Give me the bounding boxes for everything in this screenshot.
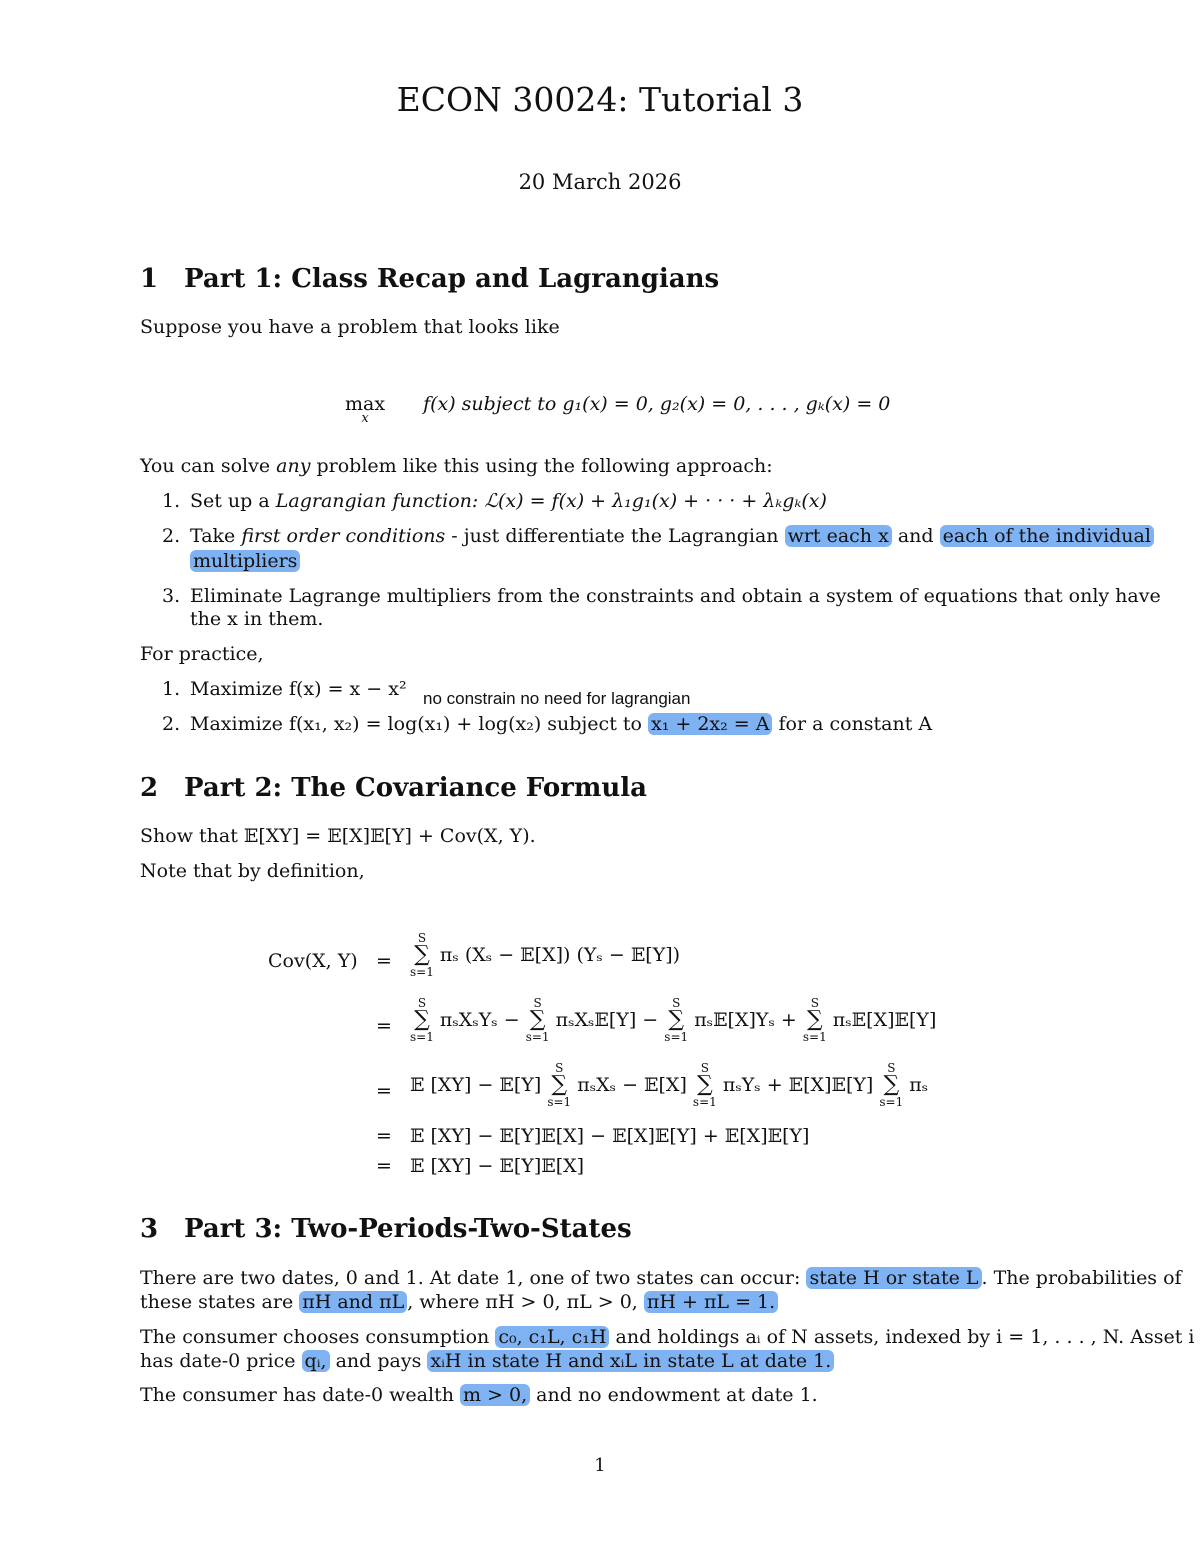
- summation: [410, 997, 434, 1043]
- eq-row-3: [410, 1062, 928, 1108]
- max-subscript: x: [361, 411, 369, 426]
- paragraph-practice: For practice,: [140, 643, 264, 665]
- eq2-term3: πₛ𝔼[X]Yₛ +: [694, 1009, 797, 1031]
- sum-sign: ∑: [414, 942, 430, 967]
- document-title: ECON 30024: Tutorial 3: [396, 80, 804, 119]
- text-span: , where πH > 0, πL > 0,: [407, 1291, 644, 1313]
- text-span: Set up a: [190, 490, 276, 512]
- problem-body: f(x) subject to g₁(x) = 0, g₂(x) = 0, . . . , gₖ(x) = 0: [423, 393, 891, 415]
- lagrangian-formula: ℒ(x) = f(x) + λ₁g₁(x) + · · · + λₖgₖ(x): [478, 490, 827, 512]
- paragraph-wealth: [140, 1384, 818, 1406]
- eq-rel: =: [376, 1080, 392, 1102]
- eq3-term1: πₛXₛ − 𝔼[X]: [577, 1074, 687, 1096]
- summation: [547, 1062, 571, 1108]
- summation: [879, 1062, 903, 1108]
- paragraph-states-line2: [140, 1291, 778, 1313]
- section-heading-part1: [140, 264, 719, 294]
- eq1-rhs: πₛ (Xₛ − 𝔼[X]) (Yₛ − 𝔼[Y]): [439, 944, 681, 966]
- sum-top: S: [887, 1061, 896, 1075]
- list-item-practice1: [162, 678, 407, 700]
- highlight-states: state H or state L: [806, 1267, 981, 1289]
- summation: [526, 997, 550, 1043]
- eq2-term1: πₛXₛYₛ −: [439, 1009, 520, 1031]
- text-span: and holdings aᵢ of N assets, indexed by i = 1, . . . , N. Asset i: [609, 1326, 1195, 1348]
- text-span: Eliminate Lagrange multipliers from the constraints and obtain a system of equations that only have: [190, 585, 1161, 607]
- optimization-problem: [345, 393, 890, 426]
- highlight-probability-sum: πH + πL = 1.: [644, 1291, 778, 1313]
- sum-bottom: s=1: [547, 1095, 572, 1109]
- text-span: The consumer chooses consumption: [140, 1326, 496, 1348]
- highlight-wealth: m > 0,: [460, 1384, 530, 1406]
- text-span: has date-0 price: [140, 1350, 302, 1372]
- paragraph-intro: Suppose you have a problem that looks like: [140, 316, 560, 338]
- sum-bottom: s=1: [802, 1030, 827, 1044]
- section-number: 3: [140, 1214, 159, 1244]
- emphasis-foc: first order conditions: [241, 525, 446, 547]
- sum-sign: ∑: [668, 1007, 685, 1032]
- highlight-multipliers: each of the individual: [940, 525, 1154, 547]
- eq-rel: =: [376, 1155, 392, 1177]
- sum-sign: ∑: [414, 1007, 430, 1032]
- page-number: 1: [594, 1455, 606, 1476]
- sum-bottom: s=1: [664, 1030, 689, 1044]
- highlight-probabilities: πH and πL: [299, 1291, 407, 1313]
- max-operator: max: [345, 393, 386, 415]
- list-number: 1.: [162, 678, 181, 700]
- section-title: Part 3: Two-Periods-Two-States: [184, 1214, 632, 1244]
- eq2-term2: πₛXₛ𝔼[Y] −: [555, 1009, 659, 1031]
- paragraph-states-line1: [140, 1267, 1182, 1289]
- section-heading-part2: [140, 773, 647, 803]
- eq-row-2: [410, 997, 936, 1043]
- eq-row-5: 𝔼 [XY] − 𝔼[Y]𝔼[X]: [410, 1155, 585, 1177]
- document-date: 20 March 2026: [518, 170, 682, 194]
- emphasis-lagrangian: Lagrangian function:: [275, 490, 479, 512]
- sum-top: S: [555, 1061, 564, 1075]
- text-span: these states are: [140, 1291, 300, 1313]
- practice1-text: Maximize f(x) = x − x²: [190, 678, 407, 700]
- summation: [664, 997, 688, 1043]
- handwritten-annotation: no constrain no need for lagrangian: [423, 689, 691, 708]
- paragraph-consumption-line1: [140, 1326, 1194, 1348]
- text-span: - just differentiate the Lagrangian: [445, 525, 785, 547]
- list-item-practice2: [162, 713, 932, 735]
- emphasis-any: any: [276, 455, 311, 477]
- text-span: and pays: [329, 1350, 428, 1372]
- sum-top: S: [417, 996, 427, 1010]
- eq3-term2: πₛYₛ + 𝔼[X]𝔼[Y]: [722, 1074, 874, 1096]
- list-item-step3-cont: the x in them.: [190, 608, 324, 630]
- list-item-step2: [162, 525, 1154, 547]
- sum-top: S: [417, 931, 427, 945]
- sum-bottom: s=1: [410, 1030, 434, 1044]
- paragraph-consumption-line2: [140, 1350, 834, 1372]
- text-span: for a constant A: [772, 713, 933, 735]
- sum-bottom: s=1: [410, 965, 434, 979]
- sum-sign: ∑: [696, 1072, 713, 1097]
- text-span: You can solve: [140, 455, 277, 477]
- eq-rel: =: [376, 1015, 392, 1037]
- sum-sign: ∑: [529, 1007, 546, 1032]
- sum-sign: ∑: [806, 1007, 823, 1032]
- summation: [693, 1062, 717, 1108]
- text-span: The consumer has date-0 wealth: [140, 1384, 460, 1406]
- section-title: Part 2: The Covariance Formula: [184, 773, 647, 803]
- list-number: 2.: [162, 713, 181, 735]
- summation: [803, 997, 827, 1043]
- highlight-price: qᵢ,: [302, 1350, 330, 1372]
- eq-lhs-cov: Cov(X, Y): [268, 950, 358, 972]
- eq3-term3: πₛ: [909, 1074, 929, 1096]
- highlight-payoffs: xᵢH in state H and xᵢL in state L at date 1.: [427, 1350, 834, 1372]
- sum-bottom: s=1: [692, 1095, 717, 1109]
- eq-row-4: 𝔼 [XY] − 𝔼[Y]𝔼[X] − 𝔼[X]𝔼[Y] + 𝔼[X]𝔼[Y]: [410, 1125, 810, 1147]
- document-page: [140, 0, 1195, 1553]
- highlight-consumption: c₀, c₁L, c₁H: [495, 1326, 609, 1348]
- text-span: problem like this using the following approach:: [310, 455, 773, 477]
- text-span: There are two dates, 0 and 1. At date 1, one of two states can occur:: [140, 1267, 807, 1289]
- section-number: 2: [140, 773, 159, 803]
- sum-top: S: [700, 1061, 709, 1075]
- eq-row-1: [410, 932, 680, 978]
- paragraph-approach: [140, 455, 773, 477]
- paragraph-show: Show that 𝔼[XY] = 𝔼[X]𝔼[Y] + Cov(X, Y).: [140, 825, 536, 847]
- sum-top: S: [672, 996, 681, 1010]
- sum-sign: ∑: [883, 1072, 900, 1097]
- eq-rel: =: [376, 950, 392, 972]
- list-item-step1: [162, 490, 827, 512]
- eq-rel: =: [376, 1125, 392, 1147]
- sum-top: S: [810, 996, 819, 1010]
- list-item-step2-cont: [190, 550, 300, 572]
- section-heading-part3: [140, 1214, 632, 1244]
- section-title: Part 1: Class Recap and Lagrangians: [184, 264, 720, 294]
- highlight-constraint: x₁ + 2x₂ = A: [648, 713, 772, 735]
- text-span: and: [891, 525, 940, 547]
- paragraph-note: Note that by definition,: [140, 860, 365, 882]
- section-number: 1: [140, 264, 159, 294]
- highlight-wrt-each-x: wrt each x: [785, 525, 892, 547]
- text-span: Take: [190, 525, 242, 547]
- list-number: 1.: [162, 490, 181, 512]
- text-span: and no endowment at date 1.: [530, 1384, 818, 1406]
- sum-top: S: [533, 996, 542, 1010]
- text-span: Maximize f(x₁, x₂) = log(x₁) + log(x₂) subject to: [190, 713, 648, 735]
- sum-bottom: s=1: [879, 1095, 904, 1109]
- text-span: . The probabilities of: [981, 1267, 1182, 1289]
- eq3-term0: 𝔼 [XY] − 𝔼[Y]: [410, 1074, 542, 1096]
- list-number: 3.: [162, 585, 181, 607]
- summation: [410, 932, 434, 978]
- sum-bottom: s=1: [525, 1030, 550, 1044]
- highlight-multipliers-cont: multipliers: [190, 550, 300, 572]
- list-number: 2.: [162, 525, 181, 547]
- list-item-step3: [162, 585, 1161, 607]
- sum-sign: ∑: [551, 1072, 568, 1097]
- eq2-term4: πₛ𝔼[X]𝔼[Y]: [832, 1009, 937, 1031]
